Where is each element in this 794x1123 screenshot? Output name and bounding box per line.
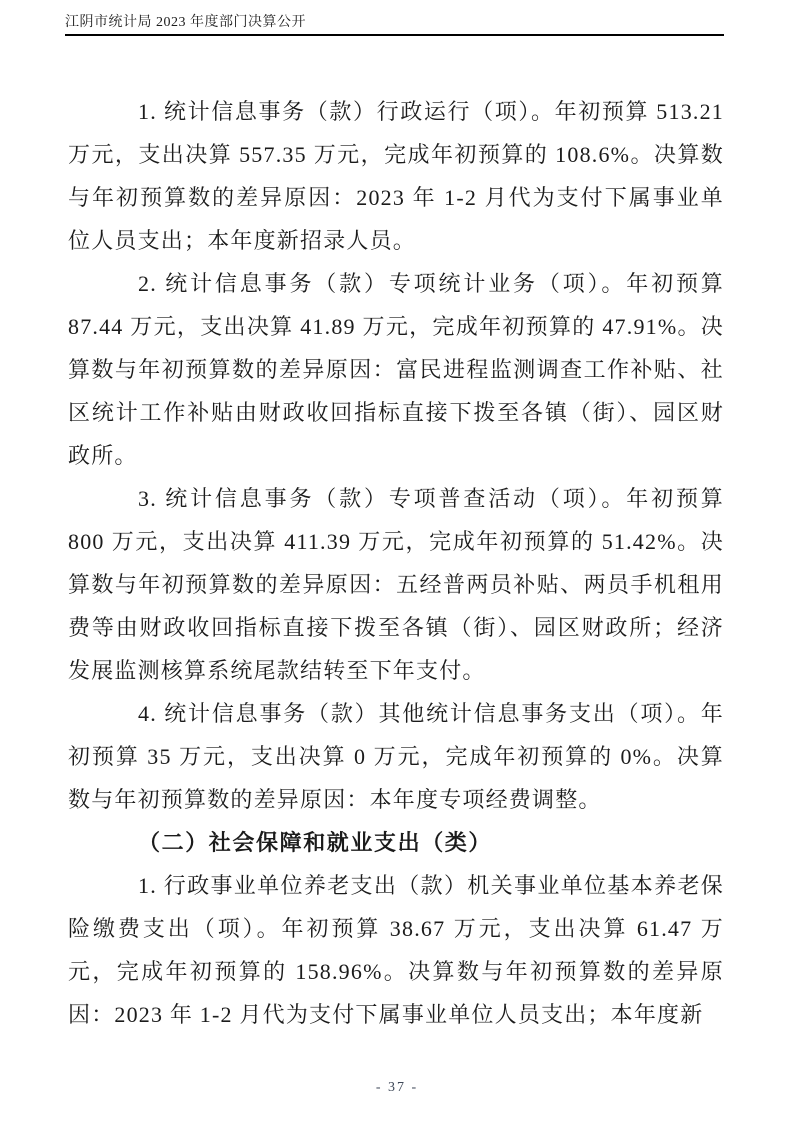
paragraph-special-statistics-business: 2. 统计信息事务（款）专项统计业务（项）。年初预算 87.44 万元，支出决算 41.89 万元，完成年初预算的 47.91%。决算数与年初预算数的差异原因：富民进程监测调查工作补贴、社区统计工作补贴由财政收回指标直接下拨至各镇（街）、园区财政所。 [68, 271, 724, 468]
paragraph-special-census-activity: 3. 统计信息事务（款）专项普查活动（项）。年初预算 800 万元，支出决算 411.39 万元，完成年初预算的 51.42%。决算数与年初预算数的差异原因：五经普两员补贴、两员手机租用费等由财政收回指标直接下拨至各镇（街）、园区财政所；经济发展监测核算系统尾款结转至下年支付。 [68, 486, 724, 683]
page-footer [0, 1078, 794, 1096]
document-body [68, 90, 724, 1036]
paragraph-other-statistics-expense: 4. 统计信息事务（款）其他统计信息事务支出（项）。年初预算 35 万元，支出决算 0 万元，完成年初预算的 0%。决算数与年初预算数的差异原因：本年度专项经费调整。 [68, 701, 724, 812]
page-number: - 37 - [375, 1080, 419, 1095]
running-header-title: 江阴市统计局 2023 年度部门决算公开 [65, 15, 306, 30]
section-heading-social-security: （二）社会保障和就业支出（类） [138, 830, 493, 855]
paragraph-statistics-admin-operation: 1. 统计信息事务（款）行政运行（项）。年初预算 513.21 万元，支出决算 557.35 万元，完成年初预算的 108.6%。决算数与年初预算数的差异原因：2023 年 1-2 月代为支付下属事业单位人员支出；本年度新招录人员。 [68, 99, 724, 253]
paragraph-pension-expense: 1. 行政事业单位养老支出（款）机关事业单位基本养老保险缴费支出（项）。年初预算 38.67 万元，支出决算 61.47 万元，完成年初预算的 158.96%。决算数与年初预算数的差异原因：2023 年 1-2 月代为支付下属事业单位人员支出；本年度新 [68, 873, 724, 1027]
page-header [65, 11, 724, 36]
